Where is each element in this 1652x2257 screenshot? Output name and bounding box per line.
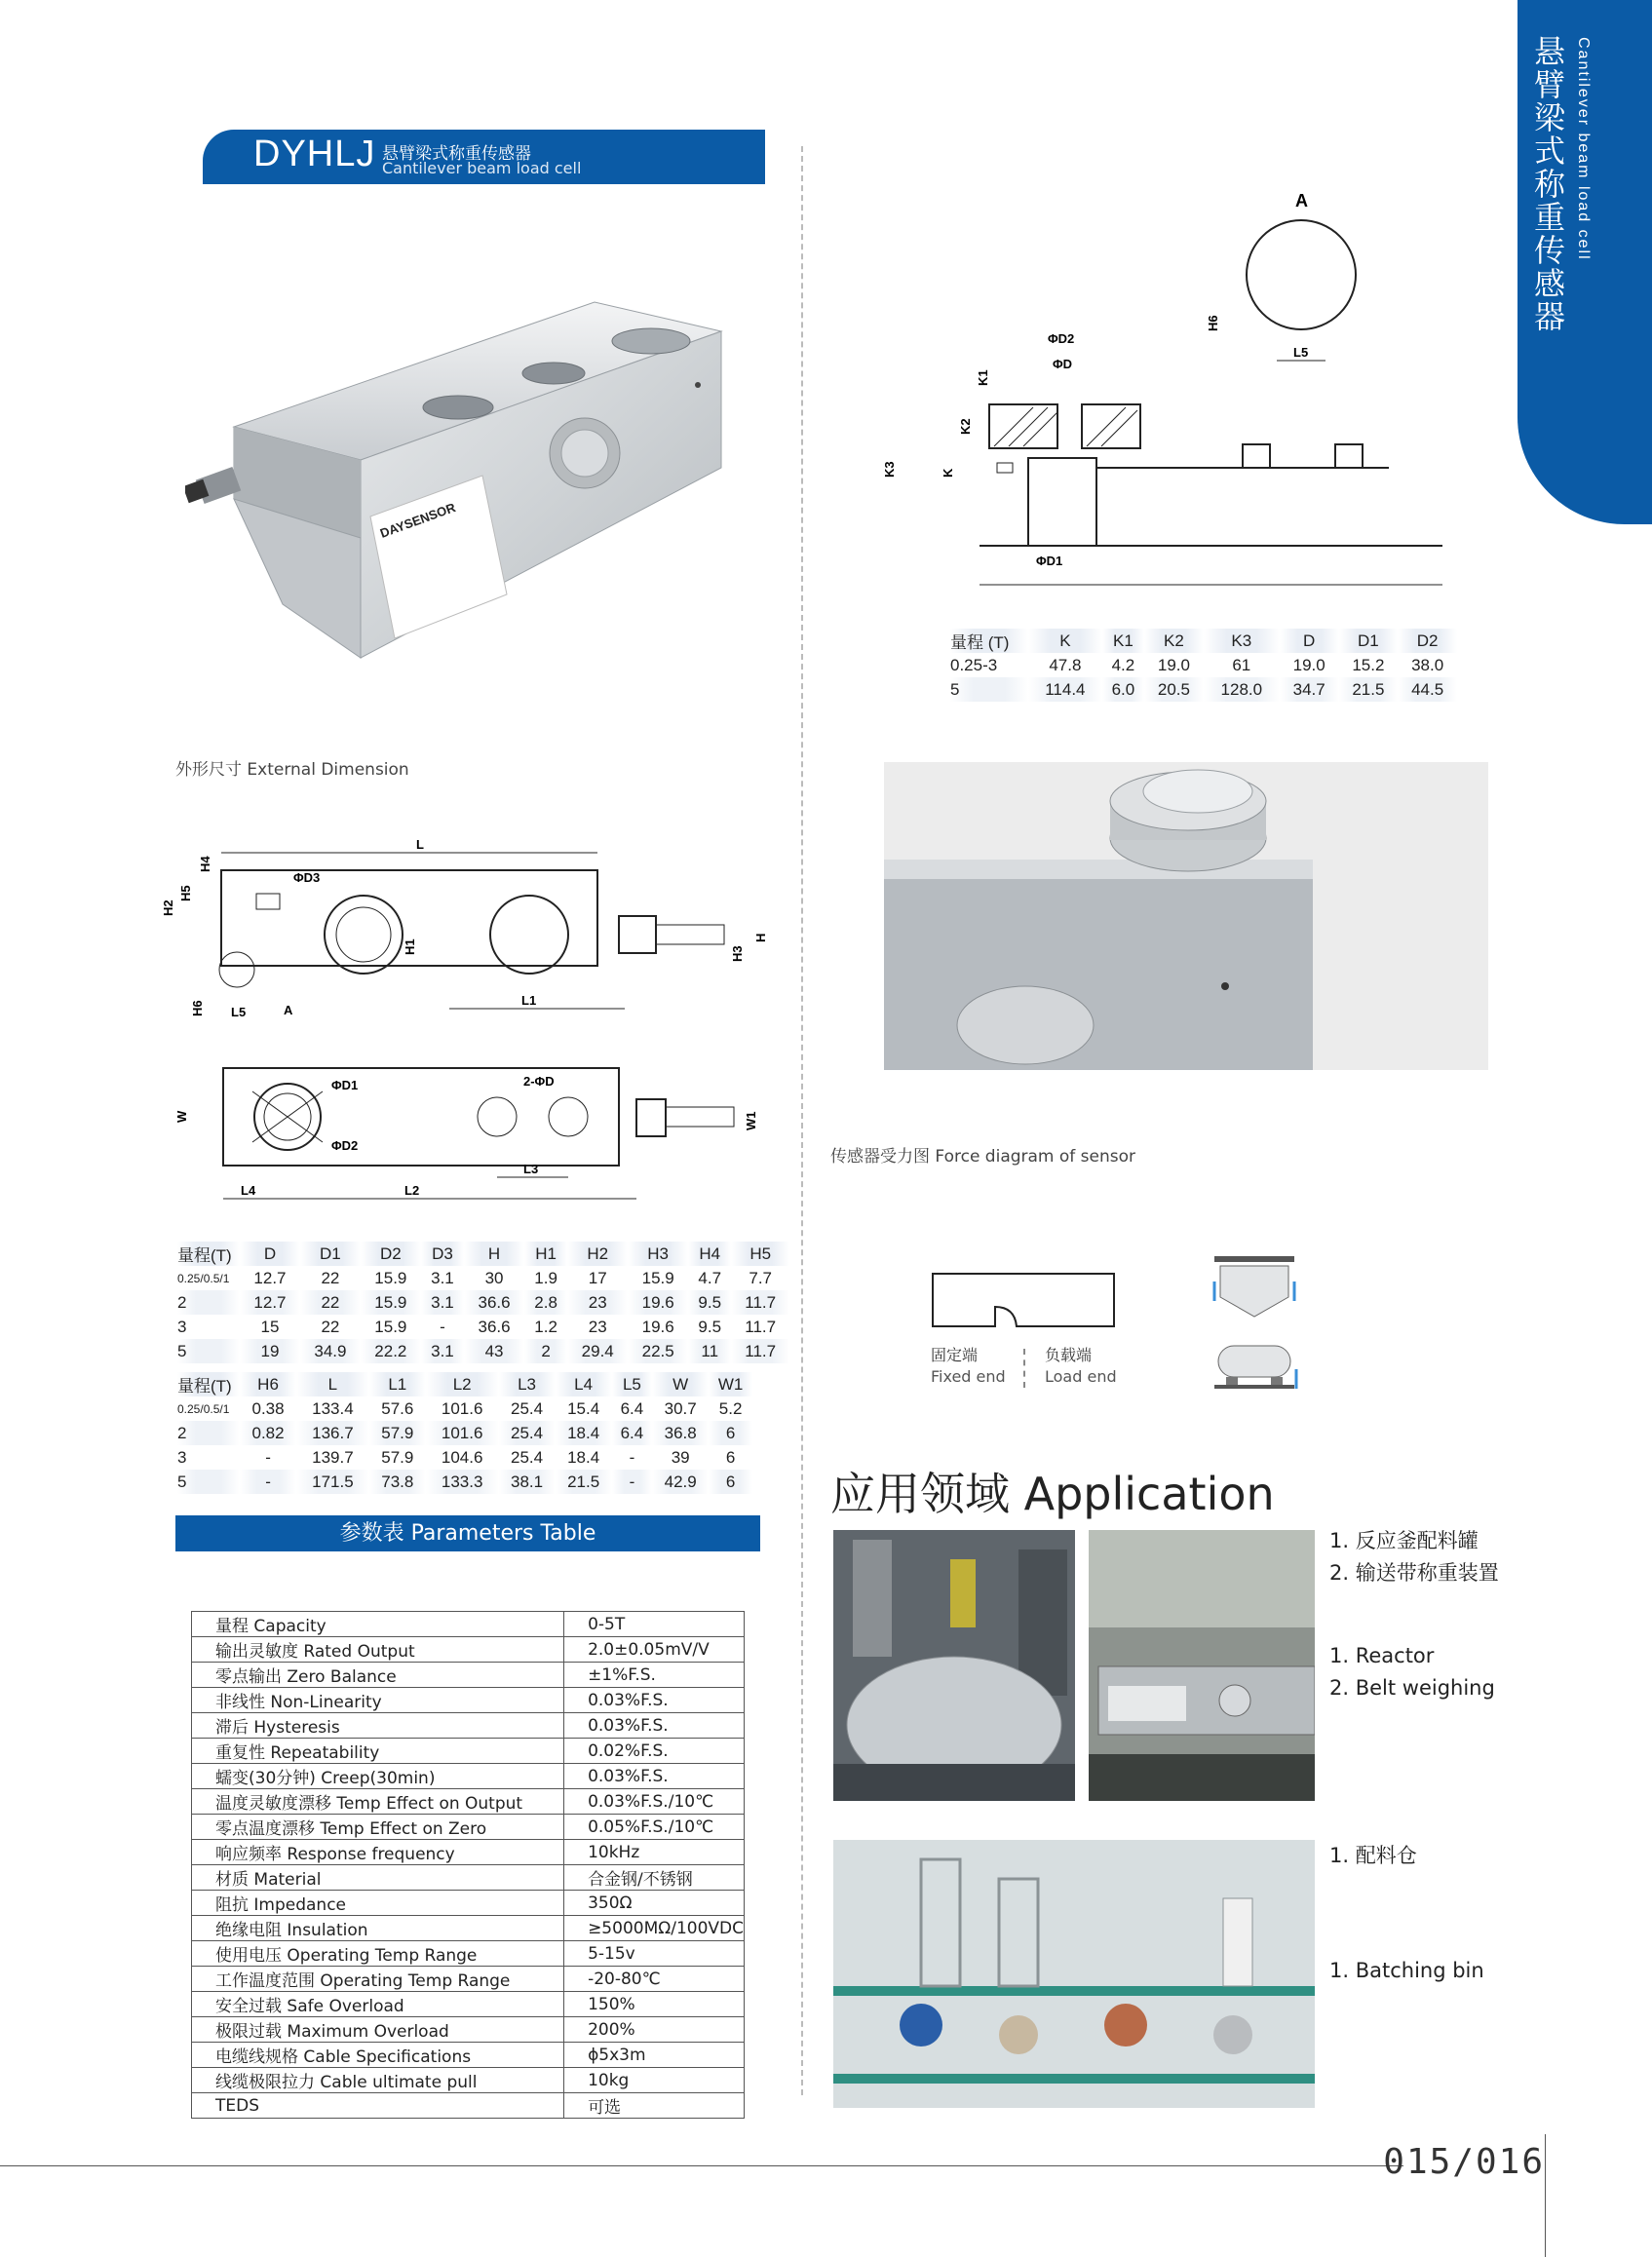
side-tab-title-zh: 悬臂梁式称重传感器 [1529,35,1566,333]
parameter-name: 阻抗 Impedance [192,1891,564,1916]
application-photo-belt [1089,1530,1315,1801]
parameter-row [192,1663,745,1688]
parameter-row [192,1891,745,1916]
parameter-name: TEDS [192,2093,564,2119]
parameter-name: 电缆线规格 Cable Specifications [192,2043,564,2068]
table-row: 0.25/0.5/1 0.38 133.4 57.6 101.6 25.4 15.4 6.4 30.7 5.2 [177,1398,743,1418]
dim-label-H2: H2 [161,899,175,916]
parameter-name: 滞后 Hysteresis [192,1713,564,1739]
dim-label-H: H [753,933,768,942]
parameter-value: 0.03%F.S./10℃ [564,1789,745,1815]
application-photo-reactor [833,1530,1075,1801]
parameter-row [192,1941,745,1967]
beam-outline [931,1272,1116,1330]
dimension-drawing-front [161,833,785,1018]
dim-label-W1: W1 [744,1111,758,1130]
parameter-name: 响应频率 Response frequency [192,1840,564,1865]
parameter-row [192,1688,745,1713]
dim-label-L5: L5 [231,1005,247,1018]
application-photo-batching-bin [833,1840,1315,2108]
parameter-value: 0.03%F.S. [564,1713,745,1739]
detail-label-A: A [1295,191,1308,210]
table-row: 5 114.4 6.0 20.5 128.0 34.7 21.5 44.5 [950,677,1457,702]
dimension-drawing-section [872,185,1447,590]
parameter-name: 输出灵敏度 Rated Output [192,1637,564,1663]
dim-label-H6: H6 [190,1000,205,1016]
parameter-name: 零点输出 Zero Balance [192,1663,564,1688]
table-row: 3 - 139.7 57.9 104.6 25.4 18.4 - 39 6 [177,1447,736,1467]
parameter-value: ≥5000MΩ/100VDC [564,1916,745,1941]
table-row: 2 12.7 22 15.9 3.1 36.6 2.8 23 19.6 9.5 11.7 [177,1290,789,1315]
dim-label-H4: H4 [198,856,212,872]
parameter-name: 温度灵敏度漂移 Temp Effect on Output [192,1789,564,1815]
table-row: 3 15 22 15.9 - 36.6 1.2 23 19.6 9.5 11.7 [177,1317,777,1336]
dim-label-A: A [284,1003,293,1017]
parameter-row [192,2068,745,2093]
dim-label-H5: H5 [178,885,193,901]
dim-label-L4: L4 [241,1183,256,1198]
dimension-table-2 [177,1372,752,1494]
parameter-name: 极限过载 Maximum Overload [192,2017,564,2043]
parameter-row [192,1815,745,1840]
table-row: 5 - 171.5 73.8 133.3 38.1 21.5 - 42.9 6 [177,1470,752,1494]
parameter-name: 零点温度漂移 Temp Effect on Zero [192,1815,564,1840]
parameter-value: -20-80℃ [564,1967,745,1992]
tank-icons [1209,1252,1301,1398]
detail-label-phiD: ΦD [1053,357,1073,371]
banner-title-en: Cantilever beam load cell [382,159,582,177]
dim-label-phiD2: ΦD2 [331,1138,359,1153]
parameter-name: 重复性 Repeatability [192,1739,564,1764]
side-tab-title-en: Cantilever beam load cell [1575,37,1592,261]
parameters-table [191,1611,745,2119]
detail-label-phiD2: ΦD2 [1048,331,1075,346]
parameter-row [192,1764,745,1789]
parameter-name: 量程 Capacity [192,1612,564,1637]
detail-label-K1: K1 [976,369,990,386]
dim-label-H3: H3 [730,945,745,962]
product-photo [185,283,789,692]
parameter-row [192,2017,745,2043]
parameter-value: 200% [564,2017,745,2043]
detail-label-phiD1: ΦD1 [1036,554,1063,568]
application-list-1-zh: 1. 反应釜配料罐 2. 输送带称重装置 [1329,1529,1499,1585]
table-header-row: 量程(T) D D1 D2 D3 H H1 H2 H3 H4 H5 [177,1242,789,1266]
parameter-value: 5-15v [564,1941,745,1967]
dim-label-L3: L3 [523,1162,539,1176]
dim-label-L2: L2 [404,1183,420,1198]
parameter-value: 10kg [564,2068,745,2093]
model-name: DYHLJ [253,134,376,174]
parameter-value: 350Ω [564,1891,745,1916]
dim-label-W: W [174,1110,189,1123]
parameter-name: 安全过载 Safe Overload [192,1992,564,2017]
parameter-name: 工作温度范围 Operating Temp Range [192,1967,564,1992]
parameter-name: 线缆极限拉力 Cable ultimate pull [192,2068,564,2093]
dimension-table-1 [177,1242,789,1363]
load-end-label: 负载端 Load end [1045,1346,1117,1386]
fixed-end-label: 固定端 Fixed end [931,1346,1006,1386]
parameter-name: 材质 Material [192,1865,564,1891]
detail-label-K2: K2 [958,418,973,435]
parameter-value: 0.03%F.S. [564,1764,745,1789]
dim-label-phiD1: ΦD1 [331,1078,359,1092]
parameter-value: 2.0±0.05mV/V [564,1637,745,1663]
table-row: 0.25-3 47.8 4.2 19.0 61 19.0 15.2 38.0 [950,655,1444,674]
parameter-value: 0.05%F.S./10℃ [564,1815,745,1840]
force-photo [884,762,1488,1070]
footer-vertical-rule [1545,2134,1546,2257]
table-row: 5 19 34.9 22.2 3.1 43 2 29.4 22.5 11 11.7 [177,1339,789,1363]
parameter-name: 使用电压 Operating Temp Range [192,1941,564,1967]
hopper-icon [1214,1256,1294,1262]
caption-external-dimension: 外形尺寸 External Dimension [175,760,409,780]
dim-label-H1: H1 [403,938,417,955]
table-row: 0.25/0.5/1 12.7 22 15.9 3.1 30 1.9 17 15.9 4.7 7.7 [177,1268,772,1287]
footer-rule [0,2165,1403,2166]
parameter-name: 蠕变(30分钟) Creep(30min) [192,1764,564,1789]
parameter-row [192,1992,745,2017]
detail-label-K: K [941,468,955,478]
parameter-value: ϕ5x3m [564,2043,745,2068]
dim-label-L: L [416,837,424,852]
tank-icon [1218,1346,1290,1377]
parameter-value: 10kHz [564,1840,745,1865]
detail-label-H6: H6 [1206,315,1220,331]
label-brand: DAYSENSOR [377,499,458,541]
parameter-row [192,1789,745,1815]
parameter-row [192,1612,745,1637]
parameter-row [192,1916,745,1941]
parameter-value: 合金钢/不锈钢 [564,1865,745,1891]
table-header-row: 量程(T) H6 L L1 L2 L3 L4 L5 W W1 [177,1372,752,1396]
application-title: 应用领域 Application [830,1468,1275,1520]
banner-title-zh: 悬臂梁式称重传感器 [382,144,531,164]
detail-label-K3: K3 [882,461,897,478]
parameter-row [192,1637,745,1663]
parameter-row [192,1865,745,1891]
application-list-2-zh: 1. 配料仓 [1329,1844,1417,1867]
dim-label-D3: ΦD3 [293,870,321,885]
parameters-title: 参数表 Parameters Table [175,1515,760,1551]
parameter-name: 绝缘电阻 Insulation [192,1916,564,1941]
parameter-value: 0.03%F.S. [564,1688,745,1713]
parameter-row [192,1967,745,1992]
side-tab [1518,0,1652,524]
application-list-2-en: 1. Batching bin [1329,1959,1484,1982]
end-divider [1023,1349,1025,1388]
parameter-value: 0.02%F.S. [564,1739,745,1764]
parameter-value: 0-5T [564,1612,745,1637]
dim-label-2phiD: 2-ΦD [523,1074,555,1089]
parameter-row [192,1713,745,1739]
table-row: 2 0.82 136.7 57.9 101.6 25.4 18.4 6.4 36.8 6 [177,1421,752,1445]
dim-label-L1: L1 [521,993,537,1008]
parameter-row [192,1840,745,1865]
parameter-name: 非线性 Non-Linearity [192,1688,564,1713]
k-dimension-table [950,629,1457,702]
parameter-value: ±1%F.S. [564,1663,745,1688]
application-list-1-en: 1. Reactor 2. Belt weighing [1329,1644,1495,1700]
column-divider [801,146,803,2095]
parameter-value: 150% [564,1992,745,2017]
parameter-row [192,2093,745,2119]
parameter-value: 可选 [564,2093,745,2119]
parameter-row [192,2043,745,2068]
parameter-row [192,1739,745,1764]
header-banner [203,130,765,184]
page-number: 015/016 [1383,2142,1545,2182]
detail-label-L5: L5 [1293,345,1309,360]
caption-force-diagram: 传感器受力图 Force diagram of sensor [830,1147,1136,1167]
table-header-row: 量程 (T) K K1 K2 K3 D D1 D2 [950,629,1457,653]
dimension-drawing-top [171,1062,775,1208]
